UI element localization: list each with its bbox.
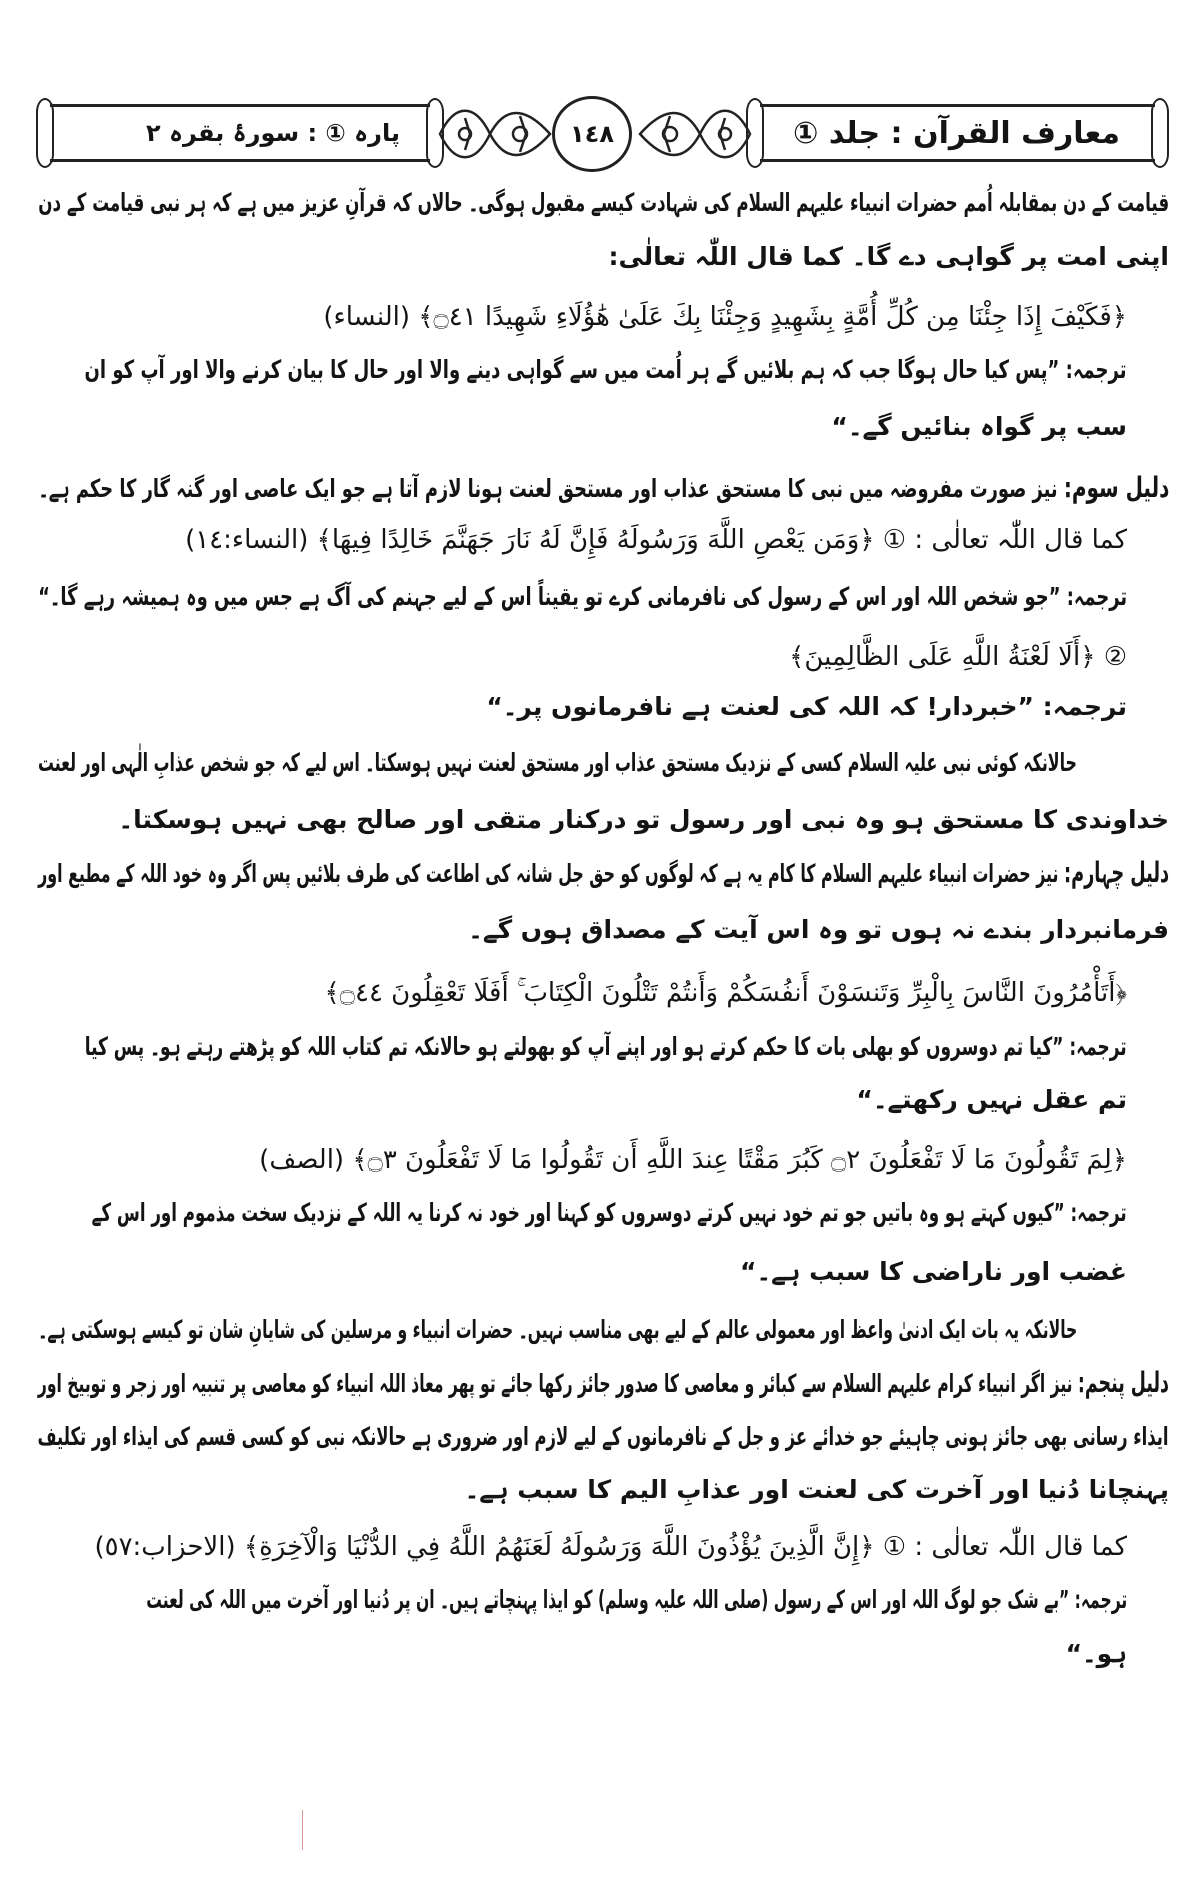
- line-content: [856, 1076, 1127, 1124]
- line-text: تم عقل نہیں رکھتے۔“: [856, 1085, 1127, 1114]
- line-text: ② ﴿أَلَا لَعْنَةُ اللَّهِ عَلَى الظَّالِمِينَ﴾: [789, 642, 1127, 672]
- line-text: ترجمہ: ”پس کیا حال ہوگا جب کہ ہم بلائیں گے ہر اُمت میں سے گواہی دینے والا اور حال کا بیان کرنے والا اور آپ کو ان: [85, 355, 1127, 384]
- text-line: [468, 906, 1169, 954]
- argument-label: دلیل سوم:: [1063, 471, 1169, 504]
- header-ornament-icon: [630, 98, 760, 170]
- line-text: نیز صورت مفروضہ میں نبی کا مستحق عذاب اور مستحق لعنت ہونا لازم آتا ہے جو ایک عاصی اور گنہ گار کا حکم ہے۔: [38, 474, 1058, 503]
- line-text: سب پر گواہ بنائیں گے۔“: [831, 412, 1127, 441]
- text-line: [92, 1189, 1127, 1237]
- line-content: [740, 1248, 1127, 1296]
- text-line: [85, 346, 1127, 394]
- text-line: [38, 1306, 1077, 1354]
- header-ornament-icon: [430, 98, 560, 170]
- text-line: [856, 1076, 1127, 1124]
- line-text: ﴿أَتَأْمُرُونَ النَّاسَ بِالْبِرِّ وَتَنسَوْنَ أَنفُسَكُمْ وَأَنتُمْ تَتْلُونَ الْكِتَابَ ۚ أَفَلَا تَعْقِلُونَ ۝٤٤﴾: [324, 978, 1127, 1008]
- line-content: [831, 403, 1127, 451]
- text-line: [465, 1466, 1169, 1514]
- argument-label: دلیل پنجم:: [1078, 1366, 1169, 1399]
- page-number: ١٤٨: [552, 96, 632, 172]
- text-line: [85, 1023, 1127, 1071]
- line-content: [85, 346, 1127, 394]
- scan-mark: [302, 1810, 303, 1850]
- text-line: [146, 1576, 1127, 1624]
- line-content: [486, 683, 1127, 731]
- quran-verse-line: [185, 516, 1127, 564]
- line-text: ترجمہ: ”بے شک جو لوگ اللہ اور اس کے رسول (صلی اللہ علیہ وسلم) کو ایذا پہنچاتے ہیں۔ ان پر دُنیا اور آخرت میں اللہ کی لعنت: [146, 1585, 1127, 1614]
- header-section-box: [50, 104, 430, 162]
- line-content: [38, 1359, 1169, 1408]
- line-text: کما قال اللّٰہ تعالٰی : ① ﴿إِنَّ الَّذِينَ يُؤْذُونَ اللَّهَ وَرَسُولَهُ لَعَنَهُمُ اللَّهُ فِي الدُّنْيَا وَالْآخِرَةِ﴾ (الاحزاب:٥٧): [94, 1532, 1127, 1562]
- line-content: [38, 849, 1169, 898]
- header-book-title-box: [760, 104, 1155, 162]
- line-text: حالانکہ یہ بات ایک ادنیٰ واعظ اور معمولی عالم کے لیے بھی مناسب نہیں۔ حضرات انبیاء و مرسلین کی شایانِ شان تو کیسے ہوسکتی ہے۔: [38, 1315, 1077, 1344]
- quran-verse-line: [789, 633, 1127, 681]
- line-content: [38, 739, 1077, 787]
- text-line: [740, 1248, 1127, 1296]
- quran-verse-line: [323, 293, 1127, 341]
- line-text: پہنچانا دُنیا اور آخرت کی لعنت اور عذابِ الیم کا سبب ہے۔: [464, 1475, 1169, 1504]
- text-line: [1066, 1630, 1127, 1678]
- line-content: [465, 1466, 1169, 1514]
- text-line: [38, 1413, 1169, 1461]
- line-text: کما قال اللّٰہ تعالٰی : ① ﴿وَمَن يَعْصِ اللَّهَ وَرَسُولَهُ فَإِنَّ لَهُ نَارَ جَهَنَّمَ خَالِدًا فِيهَا﴾ (النساء:١٤): [185, 525, 1127, 555]
- text-line: [0, 573, 1127, 621]
- quran-verse-line: [94, 1523, 1127, 1571]
- header-section-label: پارہ ① : سورۂ بقرہ ٢: [145, 119, 400, 147]
- line-text: ایذاء رسانی بھی جائز ہونی چاہیئے جو خدائے عز و جل کے نافرمانوں کے لیے لازم اور ضروری ہے حالانکہ نبی کو کسی قسم کی ایذاء اور تکلیف: [38, 1422, 1169, 1451]
- line-content: [185, 516, 1127, 564]
- line-content: [38, 573, 1127, 621]
- line-content: [325, 969, 1127, 1017]
- line-text: غضب اور ناراضی کا سبب ہے۔“: [740, 1257, 1127, 1286]
- line-text: حالانکہ کوئی نبی علیہ السلام کسی کے نزدیک مستحق عذاب اور مستحق لعنت نہیں ہوسکتا۔ اس لیے کہ جو شخص عذابِ الٰہی اور لعنت: [38, 748, 1077, 777]
- argument-heading-line: [38, 849, 1169, 897]
- argument-heading-line: [38, 1359, 1169, 1407]
- line-text: ترجمہ: ”خبردار! کہ اللہ کی لعنت ہے نافرمانوں پر۔“: [486, 692, 1127, 721]
- line-text: ترجمہ: ”کیوں کہتے ہو وہ باتیں جو تم خود نہیں کرتے دوسروں کو کہنا اور خود نہ کرنا یہ اللہ کے نزدیک سخت مذموم اور اس کے: [92, 1198, 1127, 1227]
- line-content: [468, 906, 1169, 954]
- line-content: [94, 1523, 1127, 1571]
- text-line: [831, 403, 1127, 451]
- text-line: [118, 796, 1169, 844]
- line-content: [38, 1306, 1077, 1354]
- line-content: [323, 293, 1127, 341]
- line-content: [608, 233, 1169, 281]
- line-text: ﴿لِمَ تَقُولُونَ مَا لَا تَفْعَلُونَ ۝٢ كَبُرَ مَقْتًا عِندَ اللَّهِ أَن تَقُولُوا مَا لَا تَفْعَلُونَ ۝٣﴾ (الصف): [259, 1145, 1127, 1175]
- text-line: [608, 233, 1169, 281]
- text-line: [38, 739, 1077, 787]
- argument-label: دلیل چہارم:: [1063, 856, 1169, 889]
- line-content: [38, 179, 1169, 227]
- line-text: نیز حضرات انبیاء علیہم السلام کا کام یہ ہے کہ لوگوں کو حق جل شانہ کی اطاعت کی طرف بلائیں پس اگر وہ خود اللہ کے مطیع اور: [38, 859, 1059, 888]
- line-text: اپنی امت پر گواہی دے گا۔ کما قال اللّٰہ تعالٰی:: [608, 242, 1169, 271]
- line-text: نیز اگر انبیاء کرام علیہم السلام سے کبائر و معاصی کا صدور جائز رکھا جائے تو پھر معاذ اللہ انبیاء کو معاصی پر تنبیہ اور زجر و توبیخ اور: [38, 1369, 1073, 1398]
- line-content: [92, 1189, 1127, 1237]
- quran-verse-line: [259, 1136, 1127, 1184]
- line-content: [259, 1136, 1127, 1184]
- line-content: [1066, 1630, 1127, 1678]
- line-content: [38, 464, 1169, 513]
- line-content: [38, 1413, 1169, 1461]
- line-text: ﴿فَكَيْفَ إِذَا جِئْنَا مِن كُلِّ أُمَّةٍ بِشَهِيدٍ وَجِئْنَا بِكَ عَلَىٰ هَٰؤُلَاءِ شَهِيدًا ۝٤١﴾ (النساء): [323, 302, 1127, 332]
- text-line: [38, 179, 1169, 227]
- line-text: فرمانبردار بندے نہ ہوں تو وہ اس آیت کے مصداق ہوں گے۔: [468, 915, 1169, 944]
- book-title: معارف القرآن : جلد ①: [793, 115, 1120, 151]
- quran-verse-line: [325, 969, 1127, 1017]
- line-text: خداوندی کا مستحق ہو وہ نبی اور رسول تو درکنار متقی اور صالح بھی نہیں ہوسکتا۔: [118, 805, 1169, 834]
- argument-heading-line: [38, 464, 1169, 512]
- line-content: [85, 1023, 1127, 1071]
- line-text: ہو۔“: [1065, 1639, 1127, 1668]
- text-line: [486, 683, 1127, 731]
- line-content: [118, 796, 1169, 844]
- line-text: ترجمہ: ”جو شخص اللہ اور اس کے رسول کی نافرمانی کرے تو یقیناً اس کے لیے جہنم کی آگ ہے جس میں وہ ہمیشہ رہے گا۔“: [38, 582, 1127, 611]
- line-content: [146, 1576, 1127, 1624]
- line-text: ترجمہ: ”کیا تم دوسروں کو بھلی بات کا حکم کرتے ہو اور اپنے آپ کو بھولتے ہو حالانکہ تم کتاب اللہ کو پڑھتے رہتے ہو۔ پس کیا: [85, 1032, 1127, 1061]
- line-text: قیامت کے دن بمقابلہ اُمم حضرات انبیاء علیہم السلام کی شہادت کیسے مقبول ہوگی۔ حالاں کہ قرآنِ عزیز میں ہے کہ ہر نبی قیامت کے دن: [38, 188, 1169, 217]
- line-content: [789, 633, 1127, 681]
